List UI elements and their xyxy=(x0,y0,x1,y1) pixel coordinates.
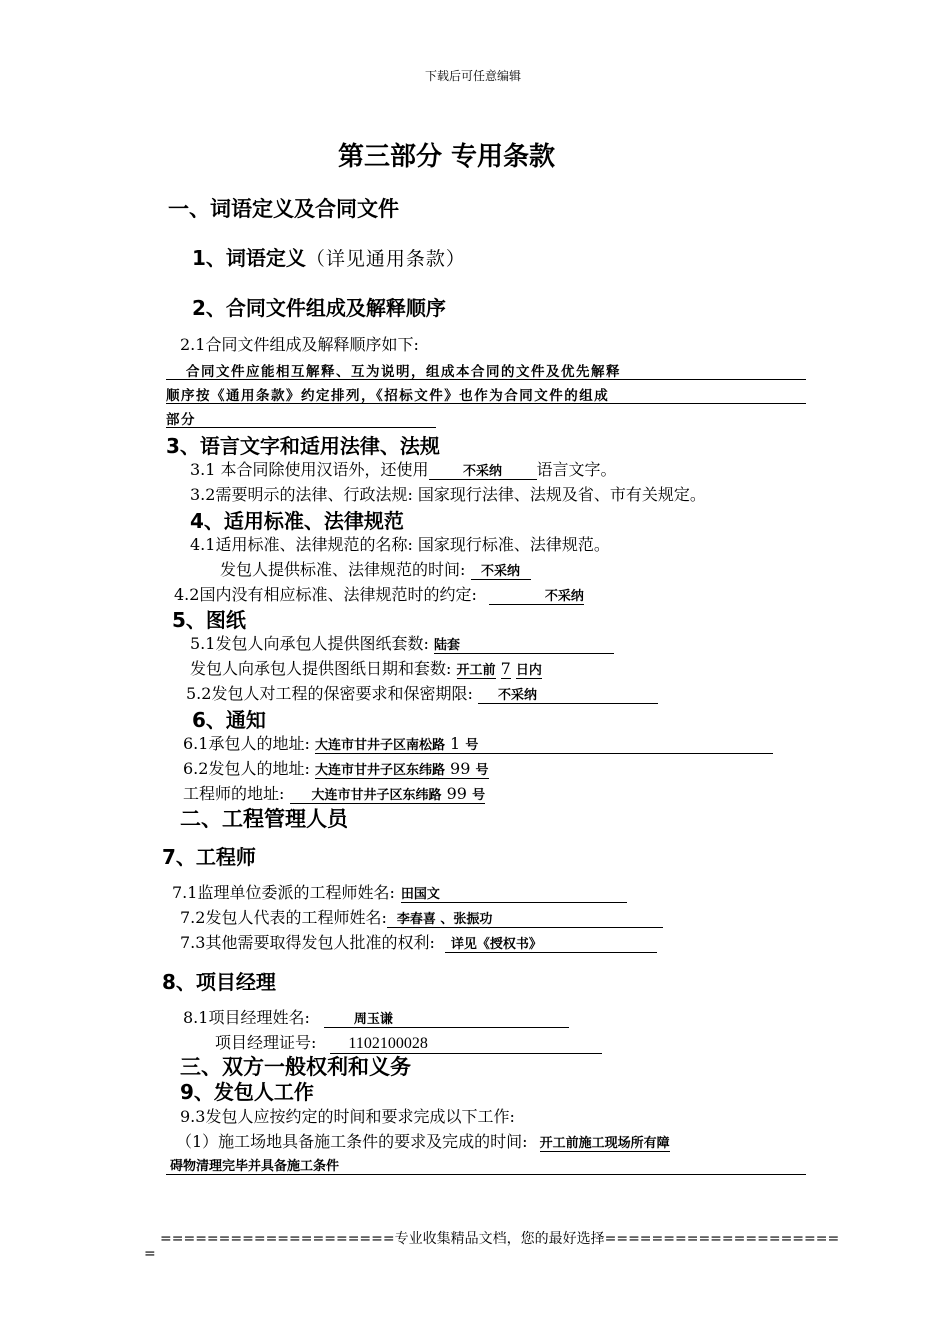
clause-5-1b-num: 7 xyxy=(500,659,511,678)
clause-5-1-fill: 陆套 xyxy=(434,634,614,654)
clause-9-3-item1 xyxy=(176,1129,670,1152)
clause-6-2-num: 99 xyxy=(450,759,471,778)
clause-5-2-fill: 不采纳 xyxy=(478,684,658,704)
section9-heading: 9、发包人工作 xyxy=(180,1080,314,1104)
clause-8-1b-label: 项目经理证号: xyxy=(215,1033,317,1052)
engineer-address-field xyxy=(290,784,486,804)
section5-heading: 5、图纸 xyxy=(172,608,246,632)
section1-line xyxy=(192,242,466,271)
header-note: 下载后可任意编辑 xyxy=(425,69,522,83)
part2-heading: 二、工程管理人员 xyxy=(180,807,348,831)
clause-6-2-field xyxy=(315,759,489,779)
clause-5-2 xyxy=(186,681,658,704)
part3-heading: 三、双方一般权利和义务 xyxy=(180,1055,411,1079)
clause-3-1-fill: 不采纳 xyxy=(429,460,537,480)
clause-8-1b-fill: 1102100028 xyxy=(330,1035,602,1054)
clause-7-2-label: 7.2发包人代表的工程师姓名: xyxy=(180,908,387,927)
clause-4-1b xyxy=(220,557,531,580)
clause-7-3-label: 7.3其他需要取得发包人批准的权利: xyxy=(180,933,435,952)
clause-4-2-fill: 不采纳 xyxy=(489,585,584,605)
clause-5-1b-fill1: 开工前 xyxy=(457,659,496,679)
clause-4-2 xyxy=(174,582,584,605)
clause-9-3-item1-fill1: 开工前施工现场所有障 xyxy=(540,1132,670,1152)
clause-6-2 xyxy=(183,756,489,779)
clause-5-2-label: 5.2发包人对工程的保密要求和保密期限: xyxy=(186,684,473,703)
section6-heading: 6、通知 xyxy=(192,708,266,732)
para-line-3: 部分 xyxy=(166,412,196,428)
clause-7-3-fill: 详见《授权书》 xyxy=(445,933,657,953)
part1-heading: 一、词语定义及合同文件 xyxy=(168,197,399,221)
clause-6-2-addr: 大连市甘井子区东纬路 xyxy=(314,763,445,778)
clause-4-2-label: 4.2国内没有相应标准、法律规范时的约定: xyxy=(174,585,477,604)
section1-note: （详见通用条款） xyxy=(305,248,466,270)
clause-4-1: 4.1适用标准、法律规范的名称: 国家现行标准、法律规范。 xyxy=(190,535,610,554)
clause-3-2: 3.2需要明示的法律、行政法规: 国家现行法律、法规及省、市有关规定。 xyxy=(190,485,706,504)
clause-6-2-label: 6.2发包人的地址: xyxy=(183,759,310,778)
clause-6-1-field xyxy=(315,734,773,754)
clause-5-1b-label: 发包人向承包人提供图纸日期和套数: xyxy=(190,659,452,678)
clause-3-1-suffix: 语言文字。 xyxy=(536,460,617,479)
clause-2-1: 2.1合同文件组成及解释顺序如下: xyxy=(180,335,419,354)
clause-9-3-item1-rule xyxy=(166,1174,806,1175)
clause-8-1-fill: 周玉谦 xyxy=(324,1008,569,1028)
clause-5-1-label: 5.1发包人向承包人提供图纸套数: xyxy=(190,634,429,653)
section4-heading: 4、适用标准、法律规范 xyxy=(190,509,404,533)
para-rule-3 xyxy=(166,427,436,428)
clause-7-1-fill: 田国文 xyxy=(401,883,627,903)
clause-9-3-item1-fill2: 碍物清理完毕并具备施工条件 xyxy=(170,1159,340,1174)
engineer-address-suffix: 号 xyxy=(472,788,486,803)
clause-9-3-item1-label: （1）施工场地具备施工条件的要求及完成的时间: xyxy=(176,1132,528,1151)
para-rule-1 xyxy=(166,379,806,380)
clause-6-1-suffix: 号 xyxy=(465,738,479,753)
clause-7-2-fill: 李春喜 、张振功 xyxy=(387,908,663,928)
clause-7-3 xyxy=(180,930,657,953)
section1-heading: 1、词语定义 xyxy=(192,246,306,270)
section3-heading: 3、语言文字和适用法律、法规 xyxy=(166,434,440,458)
clause-3-1-text: 3.1 本合同除使用汉语外，还使用 xyxy=(190,460,429,479)
clause-6-1-addr: 大连市甘井子区南松路 xyxy=(314,738,445,753)
section7-heading: 7、工程师 xyxy=(162,845,256,869)
para-line-1: 合同文件应能相互解释、互为说明，组成本合同的文件及优先解释 xyxy=(186,364,621,380)
clause-6-2-suffix: 号 xyxy=(475,763,489,778)
engineer-address-addr: 大连市甘井子区东纬路 xyxy=(311,788,442,803)
clause-7-1 xyxy=(172,880,627,903)
page-title: 第三部分 专用条款 xyxy=(338,142,556,172)
engineer-address xyxy=(183,781,485,804)
section8-heading: 8、项目经理 xyxy=(162,970,276,994)
clause-4-1b-fill: 不采纳 xyxy=(471,560,531,580)
para-rule-2 xyxy=(166,403,806,404)
engineer-address-label: 工程师的地址: xyxy=(183,784,285,803)
engineer-address-num: 99 xyxy=(446,784,467,803)
clause-6-1-label: 6.1承包人的地址: xyxy=(183,734,310,753)
footer-tail: = xyxy=(144,1246,156,1262)
clause-5-1b-fill2: 日内 xyxy=(516,659,542,679)
clause-6-1 xyxy=(183,731,773,754)
clause-4-1b-label: 发包人提供标准、法律规范的时间: xyxy=(220,560,466,579)
clause-8-1-label: 8.1项目经理姓名: xyxy=(183,1008,310,1027)
footer-text: ====================专业收集精品文档，您的最好选择==================== xyxy=(160,1231,840,1247)
clause-7-1-label: 7.1监理单位委派的工程师姓名: xyxy=(172,883,395,902)
clause-9-3: 9.3发包人应按约定的时间和要求完成以下工作: xyxy=(180,1107,515,1126)
clause-5-1 xyxy=(190,631,614,654)
clause-5-1b xyxy=(190,656,542,679)
clause-8-1 xyxy=(183,1005,569,1028)
clause-3-1 xyxy=(190,457,617,480)
clause-7-2 xyxy=(180,905,663,928)
section2-heading: 2、合同文件组成及解释顺序 xyxy=(192,296,446,320)
clause-6-1-num: 1 xyxy=(450,734,461,753)
para-line-2: 顺序按《通用条款》约定排列，《招标文件》也作为合同文件的组成 xyxy=(166,388,610,404)
